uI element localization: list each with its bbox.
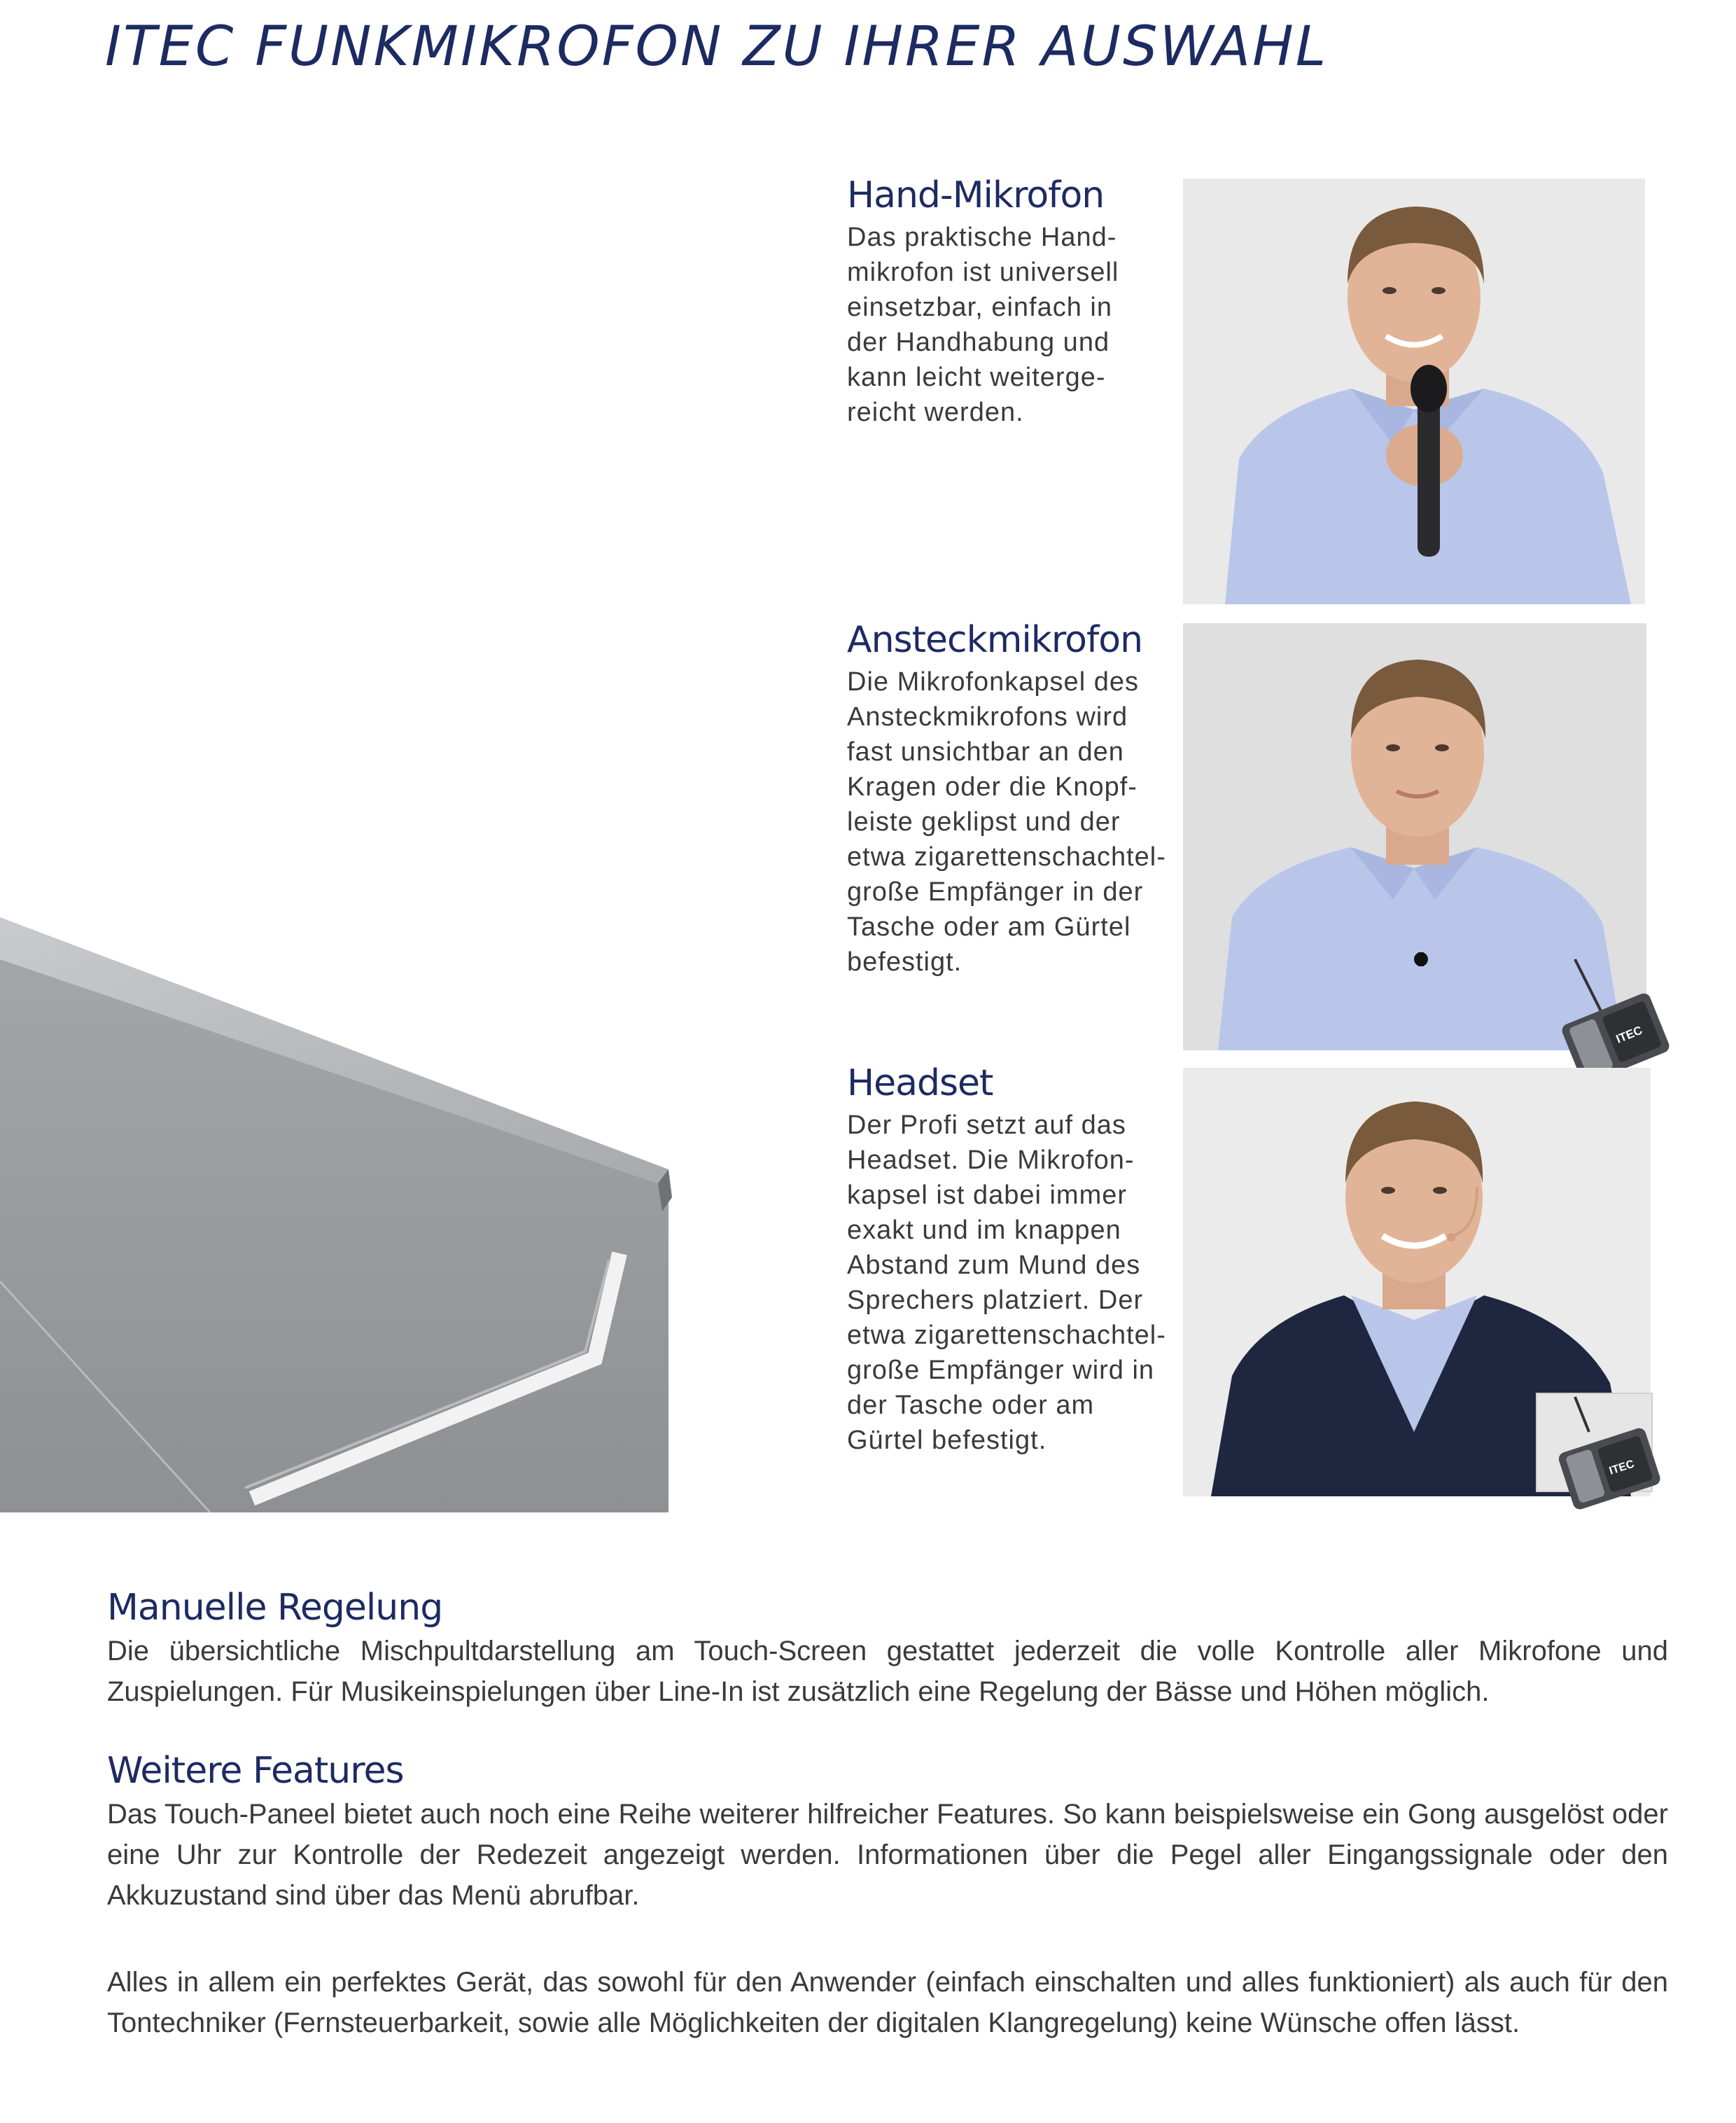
clip-microphone-photo [1183, 623, 1673, 1071]
mic-text-clip: Die Mikrofonkapsel des Ansteckmikrofons wird fast unsichtbar an den Kragen oder die Knopf- leiste geklipst und der etwa zigarettenschachtel- große Empfänger in der Tasche oder am Gürtel befestigt. [847, 667, 1166, 977]
section-more-features [107, 1749, 1668, 1916]
mic-block-headset [847, 1063, 1183, 1458]
hand-microphone-photo [1183, 179, 1645, 604]
receiver-logo-text: ITEC [1614, 1023, 1644, 1046]
headset-photo [1183, 1068, 1673, 1516]
page-title: ITEC FUNKMIKROFON ZU IHRER AUSWAHL [105, 15, 1329, 78]
mic-text-headset: Der Profi setzt auf das Headset. Die Mikrofon- kapsel ist dabei immer exakt und im knappen Abstand zum Mund des Sprechers platziert. Der etwa zigarettenschachtel- große Empfänger wird in der Tasche oder am Gürtel befestigt. [847, 1110, 1166, 1455]
section-manual-control [107, 1586, 1668, 1712]
section-text-features: Das Touch-Paneel bietet auch noch eine Reihe weiterer hilfreicher Features. So kann beispielsweise ein Gong ausgelöst oder eine Uhr zur Kontrolle der Redezeit angezeigt werden. Informationen über die Pegel aller Eingangssignale oder den Akkuzustand sind über das Menü abrufbar. [107, 1799, 1668, 1912]
section-heading-features: Weitere Features [107, 1750, 404, 1792]
section-text-manual: Die übersichtliche Mischpultdarstellung am Touch-Screen gestattet jederzeit die volle Kontrolle aller Mikrofone und Zuspielungen. Für Musikeinspielungen über Line-In ist zusätzlich eine Regelung der Bässe und Höhen möglich. [107, 1636, 1668, 1708]
device-housing-image [0, 903, 672, 1516]
mic-heading-hand: Hand-Mikrofon [847, 174, 1105, 216]
mic-block-clip [847, 620, 1183, 980]
section-summary [107, 1961, 1668, 2043]
section-text-summary: Alles in allem ein perfektes Gerät, das sowohl für den Anwender (einfach einschalten und alles funktioniert) als auch für den Tontechniker (Fernsteuerbarkeit, sowie alle Möglichkeiten der digitalen Klangregelung) keine Wünsche offen lässt. [107, 1967, 1668, 2038]
receiver-logo-text-2: ITEC [1607, 1458, 1636, 1477]
mic-heading-headset: Headset [847, 1062, 993, 1104]
mic-text-hand: Das praktische Hand- mikrofon ist universell einsetzbar, einfach in der Handhabung und kann leicht weiterge- reicht werden. [847, 222, 1119, 427]
mic-heading-clip: Ansteckmikrofon [847, 619, 1143, 661]
mic-block-hand [847, 175, 1183, 430]
section-heading-manual: Manuelle Regelung [107, 1587, 443, 1629]
